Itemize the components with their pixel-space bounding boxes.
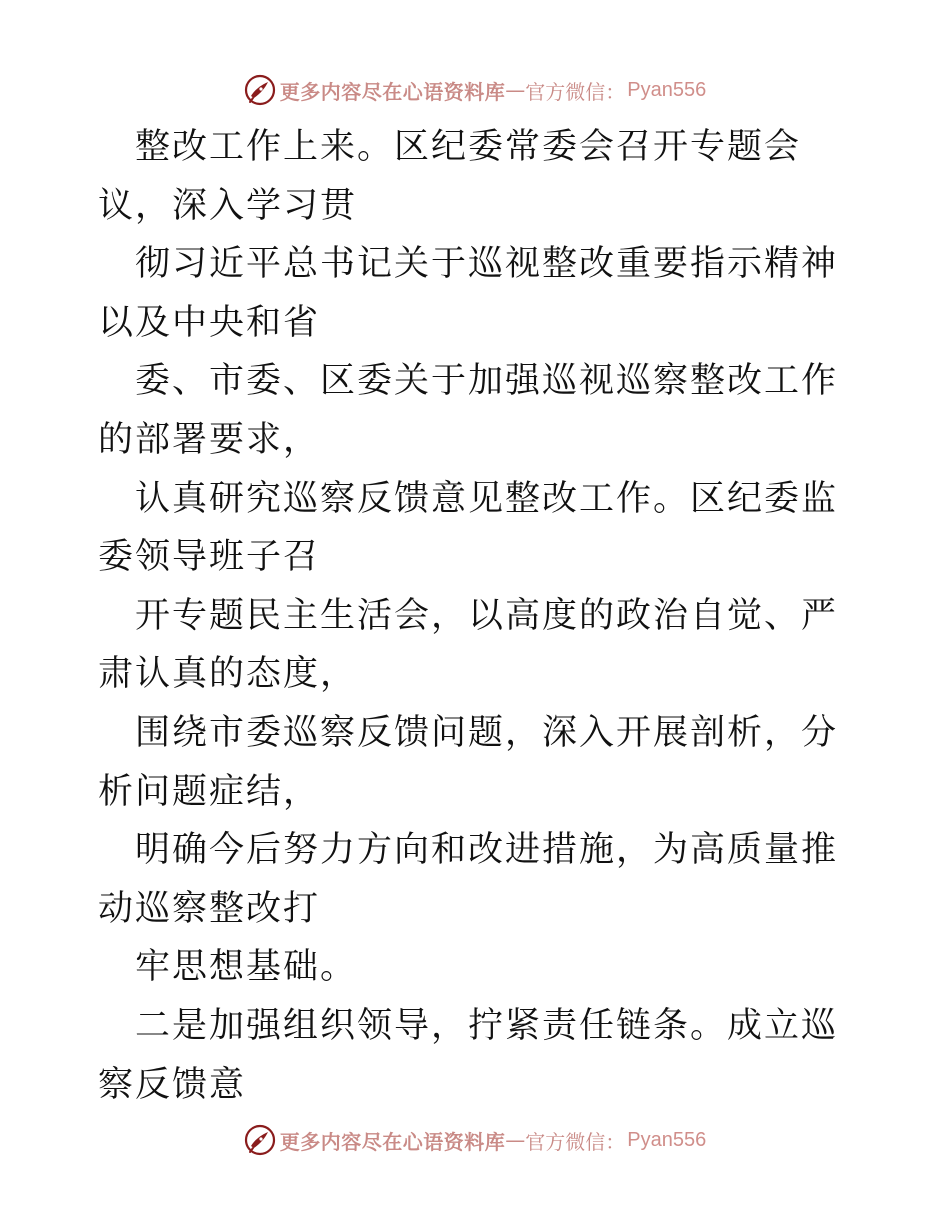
paragraph: 围绕市委巡察反馈问题，深入开展剖析，分析问题症结， [98, 712, 839, 812]
document-body [98, 118, 852, 1114]
watermark-wechat-id: Pyan556 [627, 1128, 707, 1151]
paragraph: 彻习近平总书记关于巡视整改重要指示精神以及中央和省 [98, 244, 839, 343]
fountain-pen-logo-icon [244, 74, 276, 106]
watermark-dash: — [505, 1128, 526, 1152]
paragraph: 开专题民主生活会，以高度的政治自觉、严肃认真的态度， [98, 595, 839, 695]
watermark-wechat-id: Pyan556 [627, 78, 707, 101]
paragraph: 委、市委、区委关于加强巡视巡察整改工作的部署要求， [98, 361, 839, 460]
paragraph: 牢思想基础。 [135, 947, 358, 988]
watermark-wechat-label: 官方微信： [525, 79, 626, 104]
paragraph: 整改工作上来。区纪委常委会召开专题会议，深入学习贯 [98, 127, 802, 226]
header-watermark [0, 70, 950, 110]
watermark-dash: — [505, 78, 526, 102]
paragraph: 二是加强组织领导，拧紧责任链条。成立巡察反馈意 [98, 1005, 839, 1105]
watermark-name: 更多内容尽在心语资料库 [279, 1129, 506, 1154]
paragraph: 认真研究巡察反馈意见整改工作。区纪委监委领导班子召 [98, 478, 839, 578]
footer-watermark [0, 1120, 950, 1160]
fountain-pen-logo-icon [244, 1124, 276, 1156]
watermark-name: 更多内容尽在心语资料库 [279, 79, 506, 104]
watermark-wechat-label: 官方微信： [525, 1129, 626, 1154]
paragraph: 明确今后努力方向和改进措施，为高质量推动巡察整改打 [98, 830, 839, 929]
